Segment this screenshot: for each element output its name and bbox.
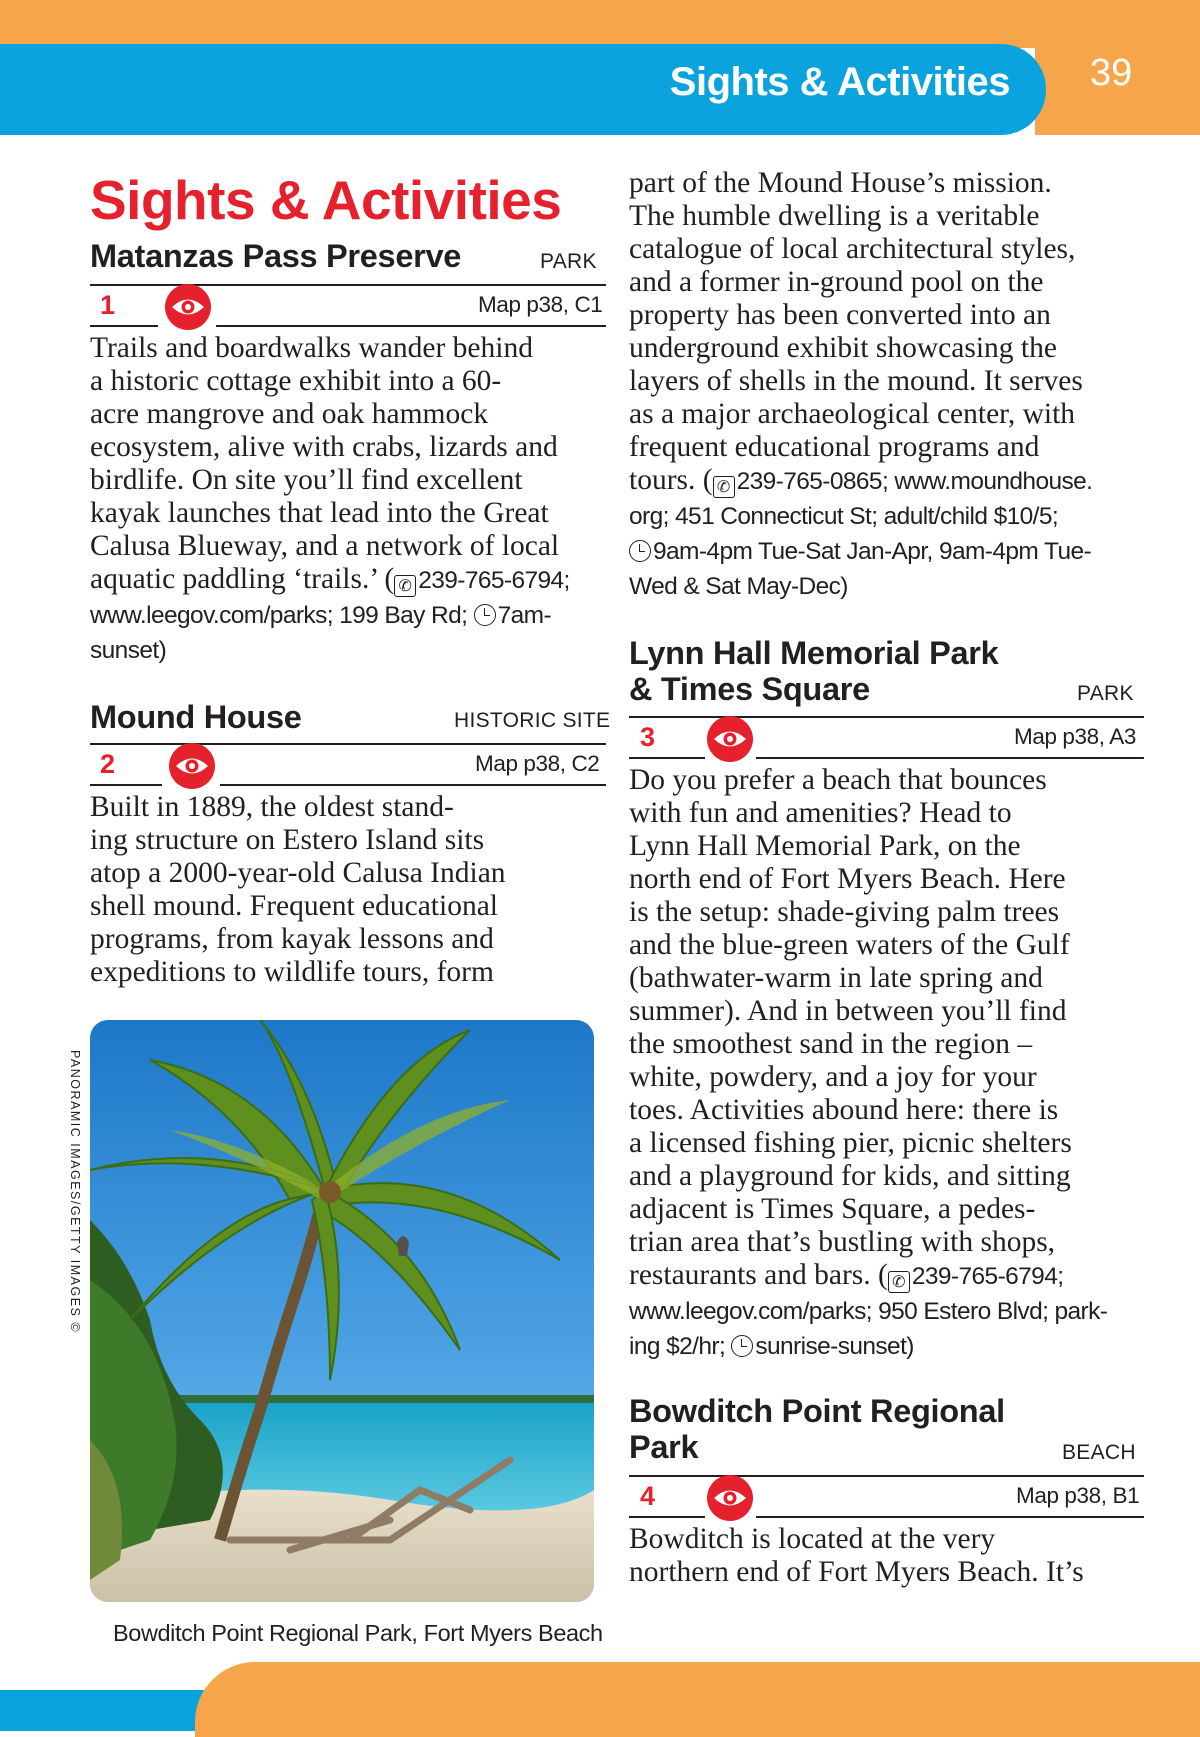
- body-line: Built in 1889, the oldest stand-: [90, 791, 454, 823]
- body-line: Bowditch is located at the very: [629, 1523, 996, 1555]
- body-line: and a former in-ground pool on the: [629, 266, 1044, 298]
- info-line: org; 451 Connecticut St; adult/child $10/5;: [629, 503, 1059, 530]
- beach-photo: [90, 1020, 594, 1602]
- map-reference: Map p38, B1: [1016, 1483, 1140, 1508]
- body-line: programs, from kayak lessons and: [90, 923, 494, 955]
- map-reference: Map p38, A3: [1014, 724, 1136, 749]
- body-line: layers of shells in the mound. It serves: [629, 365, 1083, 397]
- phone-number: 239-765-0865;: [736, 468, 889, 495]
- entry-title-lynn-hall: Lynn Hall Memorial Park & Times Square: [629, 635, 999, 707]
- footer-orange-band: [195, 1662, 1200, 1737]
- entry-number: 1: [100, 290, 116, 320]
- entry-number: 3: [640, 722, 656, 752]
- opening-hours: sunrise-sunset): [755, 1333, 914, 1360]
- map-reference: Map p38, C1: [478, 292, 603, 317]
- entry-type-mound-house: HISTORIC SITE: [454, 709, 611, 732]
- entry-type-lynn-hall: PARK: [1077, 682, 1134, 705]
- body-line: the smoothest sand in the region –: [629, 1028, 1033, 1060]
- entry-body-mound-house: [90, 791, 610, 989]
- body-line: The humble dwelling is a veritable: [629, 200, 1040, 232]
- entry-rule: [90, 784, 162, 786]
- body-line: ing structure on Estero Island sits: [90, 824, 485, 856]
- photo-caption: Bowditch Point Regional Park, Fort Myers Beach: [113, 1620, 603, 1646]
- info-line: www.leegov.com/parks; 199 Bay Rd; 7am-: [90, 602, 551, 629]
- body-line: kayak launches that lead into the Great: [90, 497, 549, 529]
- body-line: (bathwater-warm in late spring and: [629, 962, 1043, 994]
- opening-hours: 7am-: [497, 602, 551, 629]
- website: www.moundhouse.: [888, 468, 1093, 495]
- body-line: ecosystem, alive with crabs, lizards and: [90, 431, 558, 463]
- phone-number: 239-765-6794;: [911, 1263, 1064, 1290]
- entry-number: 4: [640, 1481, 656, 1511]
- entry-rule: [756, 757, 1144, 759]
- opening-hours: 9am-4pm Tue-Sat Jan-Apr, 9am-4pm Tue-: [653, 538, 1092, 565]
- entry-body-mound-house-continued: [629, 167, 1149, 604]
- entry-body-bowditch: [629, 1523, 1159, 1589]
- entry-rule: [629, 1516, 705, 1518]
- body-line: is the setup: shade-giving palm trees: [629, 896, 1060, 928]
- body-line: shell mound. Frequent educational: [90, 890, 498, 922]
- entry-rule: [90, 325, 158, 327]
- body-line: and the blue-green waters of the Gulf: [629, 929, 1070, 961]
- info-line: sunset): [90, 637, 167, 664]
- entry-title-mound-house: Mound House: [90, 699, 302, 735]
- body-line: aquatic paddling ‘trails.’ ( ✆ 239-765-6794;: [90, 563, 570, 595]
- entry-number: 2: [100, 749, 116, 779]
- body-line: expeditions to wildlife tours, form: [90, 956, 494, 988]
- body-line: restaurants and bars. ( ✆ 239-765-6794;: [629, 1259, 1064, 1291]
- body-line: underground exhibit showcasing the: [629, 332, 1057, 364]
- eye-icon: [164, 283, 212, 336]
- body-line: a historic cottage exhibit into a 60-: [90, 365, 502, 397]
- body-line: acre mangrove and oak hammock: [90, 398, 489, 430]
- entry-rule: [220, 784, 606, 786]
- body-line: Trails and boardwalks wander behind: [90, 332, 533, 364]
- body-line: property has been converted into an: [629, 299, 1051, 331]
- eye-icon: [706, 1474, 754, 1527]
- body-line: north end of Fort Myers Beach. Here: [629, 863, 1066, 895]
- body-line: as a major archaeological center, with: [629, 398, 1076, 430]
- phone-icon: ✆: [394, 575, 416, 597]
- clock-icon: [474, 604, 496, 626]
- body-line: northern end of Fort Myers Beach. It’s: [629, 1556, 1084, 1588]
- body-line: adjacent is Times Square, a pedes-: [629, 1193, 1036, 1225]
- body-line: part of the Mound House’s mission.: [629, 167, 1052, 199]
- entry-rule: [216, 325, 606, 327]
- phone-number: 239-765-6794;: [418, 567, 570, 594]
- phone-icon: ✆: [888, 1271, 910, 1293]
- body-line: white, powdery, and a joy for your: [629, 1061, 1037, 1093]
- body-line: catalogue of local architectural styles,: [629, 233, 1076, 265]
- clock-icon: [629, 540, 651, 562]
- eye-icon: [168, 742, 216, 795]
- entry-body-matanzas: [90, 332, 610, 668]
- running-header-title: Sights & Activities: [669, 60, 1010, 104]
- page-number: 39: [1090, 52, 1133, 94]
- body-line: a licensed fishing pier, picnic shelters: [629, 1127, 1072, 1159]
- info-line: www.leegov.com/parks; 950 Estero Blvd; park-: [629, 1298, 1108, 1325]
- entry-title-bowditch: Bowditch Point Regional Park: [629, 1393, 1005, 1465]
- body-line: Do you prefer a beach that bounces: [629, 764, 1047, 796]
- section-heading: Sights & Activities: [90, 169, 562, 231]
- entry-rule: [756, 1516, 1144, 1518]
- body-line: tours. ( ✆ 239-765-0865; www.moundhouse.: [629, 464, 1093, 496]
- body-line: Lynn Hall Memorial Park, on the: [629, 830, 1021, 862]
- entry-title-matanzas: Matanzas Pass Preserve: [90, 238, 462, 274]
- body-line: trian area that’s bustling with shops,: [629, 1226, 1056, 1258]
- body-line: summer). And in between you’ll find: [629, 995, 1067, 1027]
- body-line: frequent educational programs and: [629, 431, 1040, 463]
- entry-type-bowditch: BEACH: [1062, 1441, 1136, 1464]
- body-line: with fun and amenities? Head to: [629, 797, 1012, 829]
- map-reference: Map p38, C2: [475, 751, 600, 776]
- entry-body-lynn-hall: [629, 764, 1159, 1364]
- body-line: toes. Activities abound here: there is: [629, 1094, 1059, 1126]
- body-line: atop a 2000-year-old Calusa Indian: [90, 857, 506, 889]
- header-orange-band: [0, 0, 1200, 48]
- clock-icon: [731, 1335, 753, 1357]
- entry-type-matanzas: PARK: [540, 250, 597, 273]
- photo-credit: PANORAMIC IMAGES/GETTY IMAGES ©: [68, 1050, 82, 1334]
- phone-icon: ✆: [713, 476, 735, 498]
- body-line: Calusa Blueway, and a network of local: [90, 530, 560, 562]
- entry-rule: [629, 757, 705, 759]
- info-line: ing $2/hr; sunrise-sunset): [629, 1333, 914, 1360]
- body-line: and a playground for kids, and sitting: [629, 1160, 1071, 1192]
- body-line: birdlife. On site you’ll find excellent: [90, 464, 523, 496]
- eye-icon: [706, 715, 754, 768]
- info-line: [629, 534, 1149, 569]
- info-line: Wed & Sat May-Dec): [629, 573, 848, 600]
